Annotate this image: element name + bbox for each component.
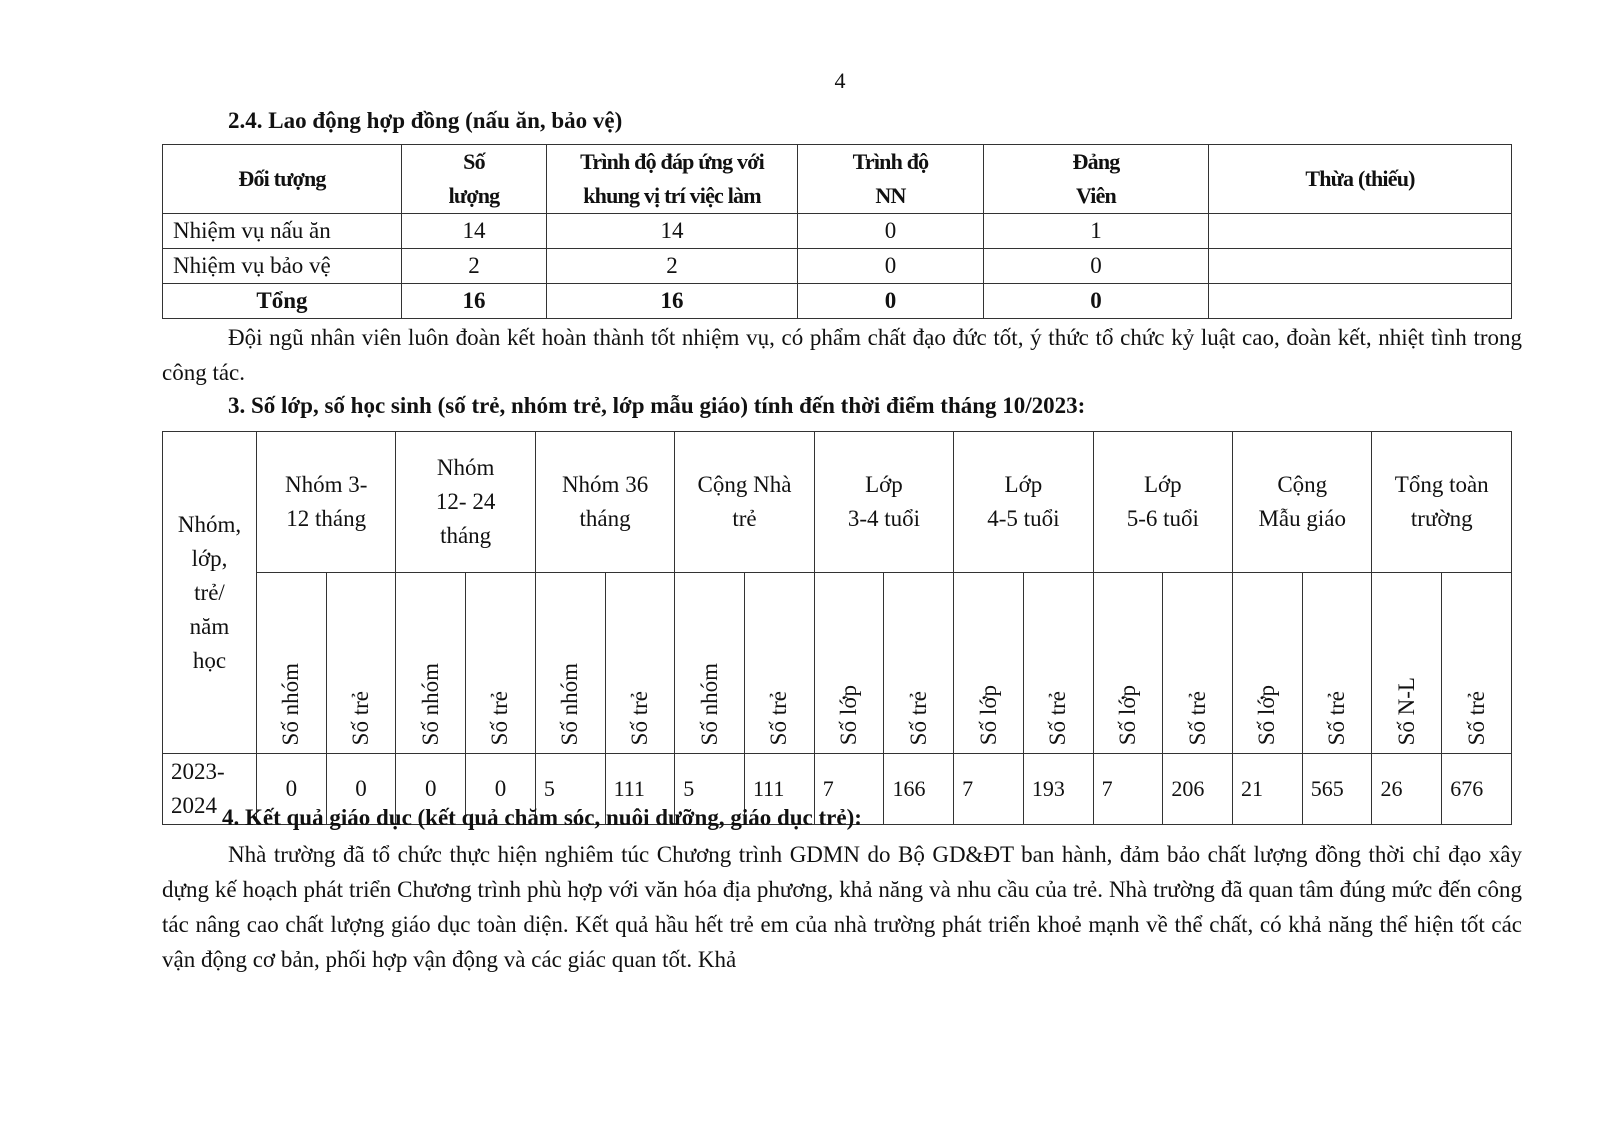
cell-value: 0 [984,249,1209,284]
class-student-table [162,431,1512,825]
cell-value: 0 [984,284,1209,319]
cell-value: 5 [675,754,745,825]
cell-value: 676 [1442,754,1512,825]
table-row [163,214,1512,249]
group-header: Lớp 3-4 tuổi [814,432,953,573]
row-header: Nhóm, lớp, trẻ/ năm học [163,432,257,754]
sub-header: Số trẻ [466,573,536,754]
sub-header: Số trẻ [1302,573,1372,754]
group-header: Nhóm 36 tháng [535,432,674,573]
sub-header: Số nhóm [256,573,326,754]
cell-year: 2023- 2024 [163,754,257,825]
page-number: 4 [834,68,846,93]
cell-value: 0 [466,754,536,825]
cell-value [1209,249,1512,284]
sub-header: Số trẻ [884,573,954,754]
cell-value: 0 [798,214,984,249]
group-header: Lớp 4-5 tuổi [954,432,1093,573]
sub-header: Số lớp [1233,573,1303,754]
sub-header: Số nhóm [535,573,605,754]
cell-value: 26 [1372,754,1442,825]
group-header: Lớp 5-6 tuổi [1093,432,1232,573]
sub-header: Số trẻ [326,573,396,754]
section-3-heading: 3. Số lớp, số học sinh (số trẻ, nhóm trẻ, lớp mẫu giáo) tính đến thời điểm tháng 10/2023: [228,393,1086,418]
cell-value: 16 [402,284,547,319]
table-header-row [163,145,1512,214]
cell-value: 0 [396,754,466,825]
cell-value: 193 [1023,754,1093,825]
sub-header: Số trẻ [605,573,675,754]
group-header: Nhóm 12- 24 tháng [396,432,535,573]
cell-label: Nhiệm vụ nấu ăn [163,214,402,249]
cell-value: 111 [745,754,815,825]
cell-value: 7 [1093,754,1163,825]
cell-value [1209,284,1512,319]
header-trinh-do-nn: Trình độ NN [798,145,984,214]
sub-header-row [163,573,1512,754]
cell-value: 14 [402,214,547,249]
cell-label: Nhiệm vụ bảo vệ [163,249,402,284]
cell-value: 21 [1233,754,1303,825]
sub-header: Số nhóm [675,573,745,754]
contract-labor-table [162,144,1512,319]
group-header: Nhóm 3- 12 tháng [256,432,395,573]
header-thua-thieu: Thừa (thiếu) [1209,145,1512,214]
education-result-paragraph: Nhà trường đã tổ chức thực hiện nghiêm túc Chương trình GDMN do Bộ GD&ĐT ban hành, đảm bảo chất lượng đồng thời chỉ đạo xây dựng kế hoạch phát triển Chương trình phù hợp với văn hóa địa phương, khả năng và nhu cầu của trẻ. Nhà trường đã quan tâm đúng mức đến công tác nâng cao chất lượng giáo dục toàn diện. Kết quả hầu hết trẻ em của nhà trường phát triển khoẻ mạnh về thể chất, có khả năng thể hiện tốt các vận động cơ bản, phối hợp vận động và các giác quan tốt. Khả [162,842,1522,972]
sub-header: Số trẻ [1442,573,1512,754]
cell-value: 5 [535,754,605,825]
cell-value: 7 [954,754,1024,825]
sub-header: Số nhóm [396,573,466,754]
cell-value: 565 [1302,754,1372,825]
cell-value: 14 [547,214,798,249]
cell-value: 0 [798,284,984,319]
sub-header: Số lớp [1093,573,1163,754]
sub-header: Số trẻ [1023,573,1093,754]
section-2-4-heading: 2.4. Lao động hợp đồng (nấu ăn, bảo vệ) [228,108,623,133]
group-header: Tổng toàn trường [1372,432,1512,573]
sub-header: Số N-L [1372,573,1442,754]
sub-header: Số lớp [814,573,884,754]
cell-value: 0 [798,249,984,284]
cell-value: 166 [884,754,954,825]
header-dang-vien: Đảng Viên [984,145,1209,214]
cell-value: 0 [326,754,396,825]
cell-value: 1 [984,214,1209,249]
group-header-row [163,432,1512,573]
cell-value: 0 [256,754,326,825]
header-doi-tuong: Đối tượng [163,145,402,214]
header-so-luong: Số lượng [402,145,547,214]
group-header: Cộng Nhà trẻ [675,432,814,573]
header-trinh-do: Trình độ đáp ứng với khung vị trí việc làm [547,145,798,214]
cell-value: 206 [1163,754,1233,825]
staff-paragraph: Đội ngũ nhân viên luôn đoàn kết hoàn thành tốt nhiệm vụ, có phẩm chất đạo đức tốt, ý thức tổ chức kỷ luật cao, đoàn kết, nhiệt tình trong công tác. [162,325,1522,385]
cell-value: 111 [605,754,675,825]
sub-header: Số trẻ [1163,573,1233,754]
table-total-row [163,284,1512,319]
cell-value: 7 [814,754,884,825]
section-4-heading: 4. Kết quả giáo dục (kết quả chăm sóc, nuôi dưỡng, giáo dục trẻ): [222,805,862,830]
sub-header: Số lớp [954,573,1024,754]
cell-value: 2 [547,249,798,284]
cell-label: Tổng [163,284,402,319]
table-row [163,249,1512,284]
cell-value: 2 [402,249,547,284]
cell-value [1209,214,1512,249]
sub-header: Số trẻ [745,573,815,754]
cell-value: 16 [547,284,798,319]
group-header: Cộng Mẫu giáo [1233,432,1372,573]
